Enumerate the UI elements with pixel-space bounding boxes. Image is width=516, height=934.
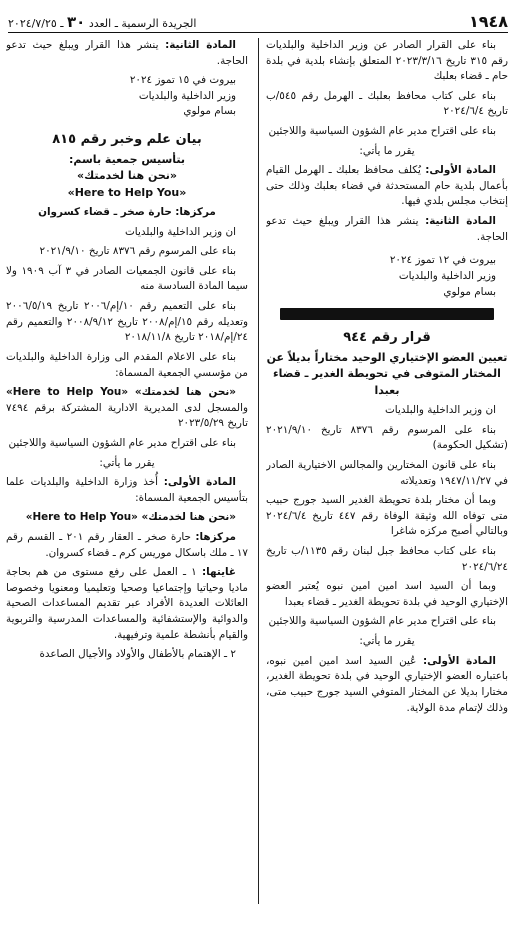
signature-title: وزير الداخلية والبلديات (398, 269, 496, 282)
decision-subject: تعيين العضو الإختياري الوحيد مختاراً بديلاً عن المختار المتوفى في تحويطة الغدير ـ قضاء بعبدا (266, 350, 508, 397)
goal-item: ٢ ـ الإهتمام بالأطفال والأولاد والأجيال الصاعدة (39, 648, 236, 661)
article-2 (266, 214, 508, 245)
article-1 (266, 654, 508, 716)
decision-title: قرار رقم ٩٤٤ (343, 330, 431, 346)
signature-date: بيروت في ١٢ تموز ٢٠٢٤ (389, 254, 496, 267)
article-label: المادة الأولى: (425, 164, 496, 177)
signature-name: بسام مولوي (443, 285, 496, 298)
article-label: المادة الأولى: (163, 476, 236, 489)
association-name-en: «Here to Help You» (67, 185, 187, 199)
article-text: يُكلف محافظ بعلبك ـ الهرمل القيام بأعمال بلدية حام المستحدثة في قضاء بعلبك وذلك حتى إنتخاب مجلس بلدي فيها. (266, 164, 508, 208)
association-name: «نحن هنا لخدمتك» «Here to Help You» (25, 511, 236, 524)
notice-title: بيان علم وخبر رقم ٨١٥ (52, 132, 202, 148)
article-text: ينشر هذا القرار ويبلغ حيث تدعو الحاجة. (266, 215, 508, 243)
article-2 (6, 38, 248, 69)
paragraph: بناء على قانون المختارين والمجالس الاختيارية الصادر في ١٩٤٧/١١/٢٧ وتعديلاته (266, 458, 508, 487)
paragraph: بناء على اقتراح مدير عام الشؤون السياسية واللاجئين (268, 125, 496, 138)
goals-text: ١ ـ العمل على رفع مستوى من هم بحاجة ماديا وحياتيا وإجتماعيا وصحيا وتعليميا ومعنويا وخصوصا العائلات العديدة الأفراد عبر تقديم المساعدات الصحية والدوائية والإستشفائية والمساعدات المدرسية والتربوية والقيام بأنشطة علمية وترفيهية. (6, 566, 248, 641)
paragraph: وبما أن مختار بلدة تحويطة الغدير السيد جورج حبيب متى توفاه الله وثيقة الوفاة رقم ٤٤٧ تاريخ ٢٠٢٤/٦/٤ وبالتالي أصبح مركزه شاغرا (266, 494, 508, 538)
headquarters-label: مركزها: (195, 531, 236, 544)
issue-number: ٣٠ (67, 13, 86, 31)
article-text: أُخذ وزارة الداخلية والبلديات علما بتأسيس الجمعية المسماة: (6, 476, 248, 504)
paragraph (6, 385, 248, 432)
page-header (8, 8, 508, 33)
paragraph: بناء على المرسوم رقم ٨٣٧٦ تاريخ ٢٠٢١/٩/١٠ (تشكيل الحكومة) (266, 423, 508, 452)
issue-date: ـ ٢٠٢٤/٧/٢٥ (8, 17, 64, 30)
headquarters-text: حارة صخر ـ العقار رقم ٢٠١ ـ القسم رقم ١٧ ـ ملك باسكال موريس كرم ـ قضاء كسروان. (6, 531, 248, 559)
signature-date: بيروت في ١٥ تموز ٢٠٢٤ (129, 74, 236, 87)
paragraph-text: والمسجل لدى المديرية الادارية المشتركة برقم ٧٤٩٤ تاريخ ٢٠٢٣/٥/٢٩ (6, 401, 248, 430)
article-1 (266, 163, 508, 210)
notice-subtitle: بتأسيس جمعية باسم: (68, 152, 186, 166)
paragraph: ان وزير الداخلية والبلديات (385, 404, 496, 417)
paragraph: بناء على كتاب محافظ جبل لبنان رقم ١١٣٥/ب تاريخ ٢٠٢٤/٦/٢٤ (266, 545, 508, 573)
goals (6, 565, 248, 643)
headquarters-detail (6, 530, 248, 561)
headquarters-label: مركزها: (175, 206, 216, 219)
paragraph: بناء على الاعلام المقدم الى وزارة الداخلية والبلديات من مؤسسي الجمعية المسماة: (6, 350, 248, 379)
article-1 (6, 475, 248, 506)
decides-heading: يقرر ما يأتي: (99, 456, 155, 469)
signature-name: بسام مولوي (183, 105, 236, 118)
decides-heading: يقرر ما يأتي: (359, 635, 415, 648)
left-column (6, 38, 248, 928)
article-text: ينشر هذا القرار ويبلغ حيث تدعو الحاجة. (6, 39, 248, 67)
paragraph: وبما أن السيد اسد امين امين نبوه يُعتبر العضو الإختياري الوحيد في بلدة تحويطة الغدير ـ قضاء بعبدا (266, 580, 508, 608)
article-label: المادة الثانية: (425, 215, 496, 228)
headquarters (6, 205, 248, 221)
paragraph: بناء على قانون الجمعيات الصادر في ٣ آب ١٩٠٩ ولا سيما المادة السادسة منه (6, 264, 248, 293)
gazette-name: الجريدة الرسمية ـ العدد (88, 17, 197, 30)
article-label: المادة الثانية: (165, 39, 236, 51)
article-text: عُين السيد اسد امين امين نبوه، باعتباره العضو الإختياري الوحيد في بلدة تحويطة الغدير، مختارا بديلا عن المختار المتوفي السيد جورج حبيب متى، وذلك لإتمام مدة الولاية. (266, 654, 508, 714)
goals-label: غايتها: (201, 566, 236, 579)
headquarters-text: حارة صخر ـ قضاء كسروان (38, 206, 172, 219)
column-divider (258, 38, 259, 904)
gazette-issue-info (8, 15, 196, 30)
paragraph: ان وزير الداخلية والبلديات (125, 225, 236, 238)
association-name-ar: «نحن هنا لخدمتك» (76, 169, 178, 183)
paragraph: بناء على اقتراح مدير عام الشؤون السياسية واللاجئين (8, 436, 236, 449)
page-number: ١٩٤٨ (468, 12, 508, 31)
paragraph: بناء على كتاب محافظ بعلبك ـ الهرمل رقم ٥٤٥/ب تاريخ ٢٠٢٤/٦/٤ (266, 89, 508, 118)
signature-title: وزير الداخلية والبلديات (138, 89, 236, 102)
decides-heading: يقرر ما يأتي: (359, 144, 415, 157)
paragraph: بناء على التعميم رقم ١٠/إم/٢٠٠٦ تاريخ ٢٠٠٦/٥/١٩ وتعديله رقم ١٥/إم/٢٠٠٨ تاريخ ٢٠٠٨/٩/١٢ والتعميم رقم ٢٤/إم/٢٠١٨ تاريخ ٢٠١٨/١١/٨ (6, 300, 248, 344)
article-label: المادة الأولى: (422, 654, 496, 667)
association-name: «نحن هنا لخدمتك» «Here to Help You» (6, 386, 236, 399)
paragraph: بناء على اقتراح مدير عام الشؤون السياسية واللاجئين (268, 615, 496, 628)
paragraph: بناء على المرسوم رقم ٨٣٧٦ تاريخ ٢٠٢١/٩/١٠ (39, 245, 236, 258)
paragraph: بناء على القرار الصادر عن وزير الداخلية والبلديات رقم ٣١٥ تاريخ ٢٠٢٣/٣/١٦ المتعلق بإنشاء بلدية في بلدة حام ـ قضاء بعلبك (266, 39, 508, 83)
section-separator (280, 308, 494, 320)
right-column (266, 38, 508, 928)
